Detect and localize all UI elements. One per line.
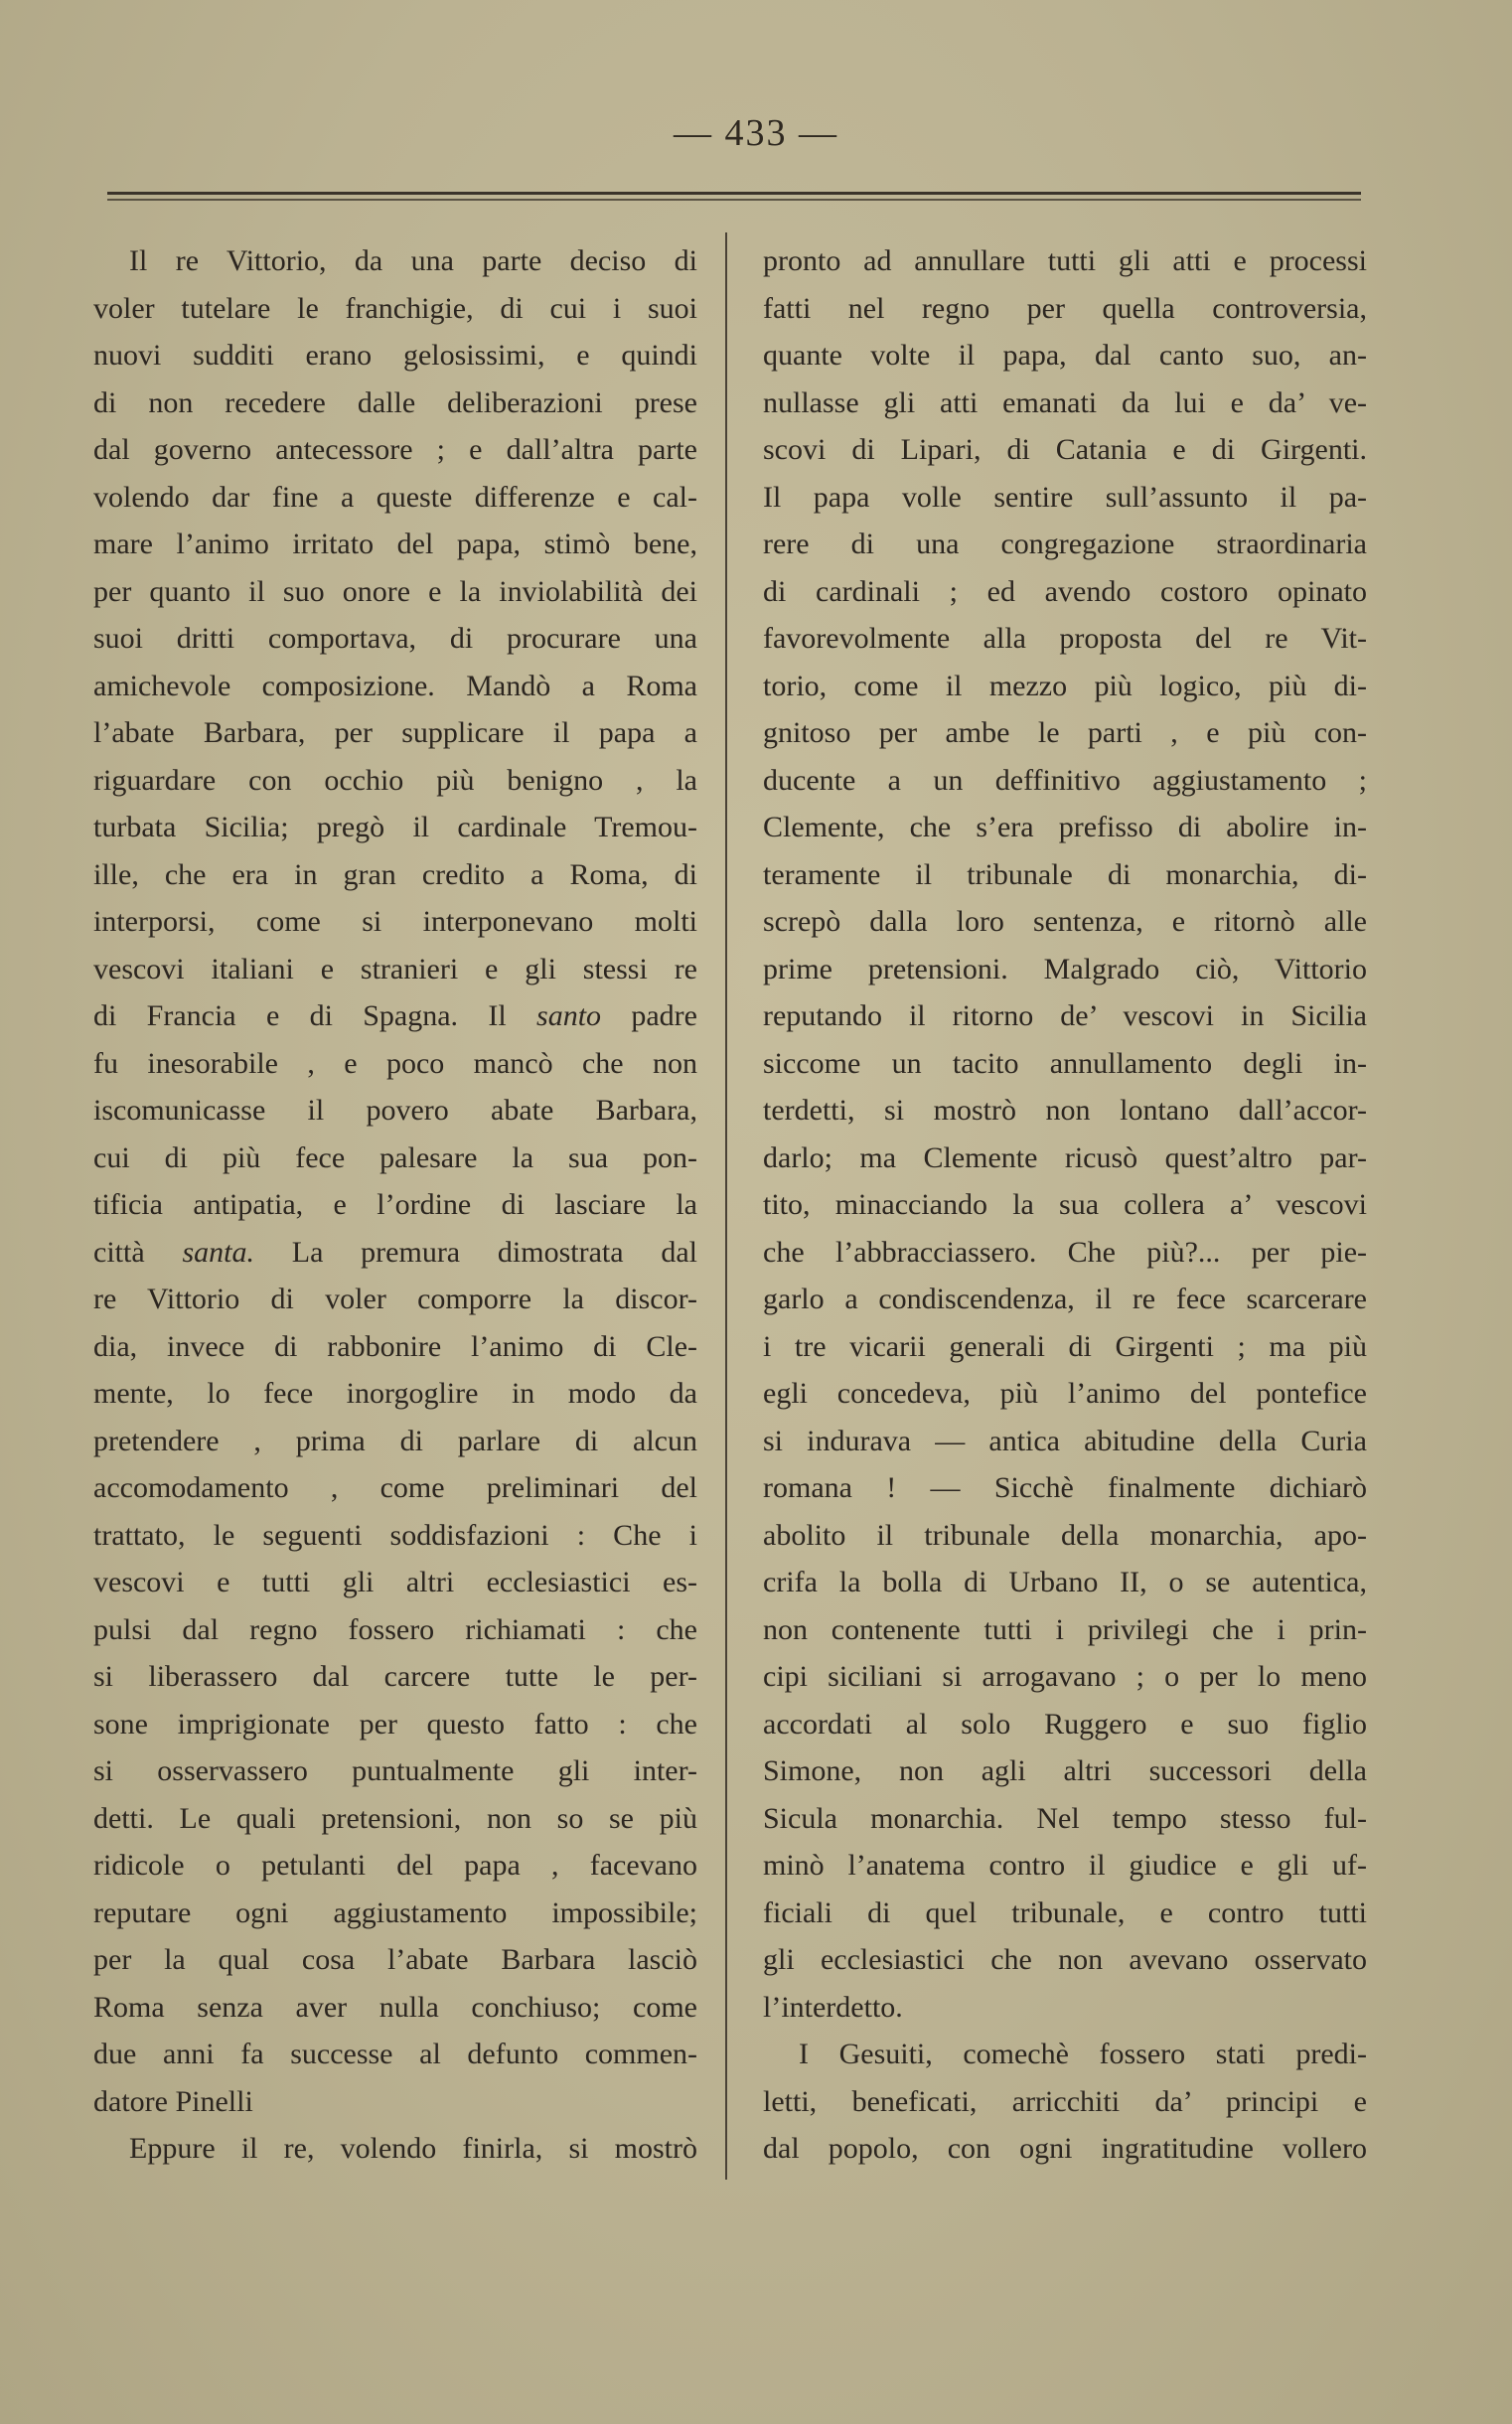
text-line: tificia antipatia, e l’ordine di lasciare la [93,1188,697,1221]
text-line: Il re Vittorio, da una parte deciso di [129,244,697,277]
text-line: dia, invece di rabbonire l’animo di Cle- [93,1329,697,1363]
text-line: nuovi sudditi erano gelosissimi, e quindi [93,339,697,372]
text-line: dal popolo, con ogni ingratitudine vollero [763,2132,1367,2165]
right-column [763,237,1367,2173]
text-line: egli concedeva, più l’animo del pontefice [763,1377,1367,1410]
text-line: per la qual cosa l’abate Barbara lasciò [93,1943,697,1976]
text-line: Simone, non agli altri successori della [763,1754,1367,1787]
column-divider [725,232,727,2180]
text-line: scovi di Lipari, di Catania e di Girgenti. [763,433,1367,466]
left-column [93,237,697,2173]
text-line: due anni fa successe al defunto commen- [93,2038,697,2070]
text-line: minò l’anatema contro il giudice e gli uf- [763,1849,1367,1882]
text-segment: padre [601,999,697,1032]
text-line: vescovi e tutti gli altri ecclesiastici es- [93,1566,697,1598]
text-line: amichevole composizione. Mandò a Roma [93,669,697,702]
text-line: favorevolmente alla proposta del re Vit- [763,622,1367,655]
text-line: cui di più fece palesare la sua pon- [93,1140,697,1174]
text-line: dal governo antecessore ; e dall’altra parte [93,433,697,466]
text-line: gli ecclesiastici che non avevano osservato [763,1943,1367,1976]
text-line: ille, che era in gran credito a Roma, di [93,857,697,891]
text-line [93,992,697,1040]
text-segment: di Francia e di Spagna. Il [93,999,537,1032]
text-line: reputando il ritorno de’ vescovi in Sicilia [763,999,1367,1032]
text-line: crifa la bolla di Urbano II, o se autentica, [763,1566,1367,1598]
text-line: re Vittorio di voler comporre la discor- [93,1283,697,1315]
text-line: terdetti, si mostrò non lontano dall’accor- [763,1094,1367,1127]
text-line: i tre vicarii generali di Girgenti ; ma più [763,1329,1367,1363]
text-line: sone imprigionate per questo fatto : che [93,1707,697,1741]
text-line: nullasse gli atti emanati da lui e da’ ve- [763,385,1367,419]
text-line: accordati al solo Ruggero e suo figlio [763,1707,1367,1741]
text-line: si indurava — antica abitudine della Curia [763,1424,1367,1457]
text-line: Eppure il re, volendo finirla, si mostrò [129,2132,697,2165]
text-line: teramente il tribunale di monarchia, di- [763,857,1367,891]
text-line: letti, beneficati, arricchiti da’ principi e [763,2084,1367,2118]
text-line: volendo dar fine a queste differenze e cal- [93,480,697,514]
text-line [93,1229,697,1277]
text-line: per quanto il suo onore e la inviolabilità dei [93,574,697,608]
text-line: screpò dalla loro sentenza, e ritornò alle [763,905,1367,938]
text-line: datore Pinelli [93,2084,253,2118]
text-line: l’abate Barbara, per supplicare il papa a [93,716,697,749]
italic-word: santo [536,999,602,1032]
text-line: romana ! — Sicchè finalmente dichiarò [763,1471,1367,1504]
text-line: si liberassero dal carcere tutte le per- [93,1660,697,1693]
text-line: ficiali di quel tribunale, e contro tutti [763,1895,1367,1929]
text-line: accomodamento , come preliminari del [93,1471,697,1504]
text-line: non contenente tutti i privilegi che i prin- [763,1612,1367,1646]
text-line: I Gesuiti, comechè fossero stati predi- [799,2038,1367,2070]
text-line: detti. Le quali pretensioni, non so se più [93,1801,697,1835]
text-line: Roma senza aver nulla conchiuso; come [93,1990,697,2024]
text-line: pronto ad annullare tutti gli atti e processi [763,244,1367,277]
text-line: Sicula monarchia. Nel tempo stesso ful- [763,1801,1367,1835]
text-line: turbata Sicilia; pregò il cardinale Tremou- [93,811,697,843]
text-line: rere di una congregazione straordinaria [763,528,1367,560]
text-line: vescovi italiani e stranieri e gli stessi re [93,952,697,985]
text-line: pretendere , prima di parlare di alcun [93,1424,697,1457]
text-line: voler tutelare le franchigie, di cui i suoi [93,291,697,325]
italic-word: santa. [182,1235,254,1269]
text-line: iscomunicasse il povero abate Barbara, [93,1094,697,1127]
text-line: siccome un tacito annullamento degli in- [763,1046,1367,1080]
header-rule-thin [107,199,1361,201]
text-line: cipi siciliani si arrogavano ; o per lo meno [763,1660,1367,1693]
text-line: tito, minacciando la sua collera a’ vescovi [763,1188,1367,1221]
text-line: prime pretensioni. Malgrado ciò, Vittorio [763,952,1367,985]
text-line: darlo; ma Clemente ricusò quest’altro par- [763,1140,1367,1174]
text-line: Il papa volle sentire sull’assunto il pa- [763,480,1367,514]
text-line: ducente a un deffinitivo aggiustamento ; [763,763,1367,797]
text-line: si osservassero puntualmente gli inter- [93,1754,697,1787]
text-line: suoi dritti comportava, di procurare una [93,622,697,655]
text-line: ridicole o petulanti del papa , facevano [93,1849,697,1882]
text-segment: città [93,1235,183,1269]
text-line: trattato, le seguenti soddisfazioni : Che i [93,1518,697,1552]
text-line: di non recedere dalle deliberazioni prese [93,385,697,419]
text-line: riguardare con occhio più benigno , la [93,763,697,797]
text-line: l’interdetto. [763,1990,903,2024]
page-number: — 433 — [674,112,838,154]
text-line: di cardinali ; ed avendo costoro opinato [763,574,1367,608]
text-line: mente, lo fece inorgoglire in modo da [93,1377,697,1410]
text-line: reputare ogni aggiustamento impossibile; [93,1895,697,1929]
text-line: interporsi, come si interponevano molti [93,905,697,938]
text-line: quante volte il papa, dal canto suo, an- [763,339,1367,372]
text-line: Clemente, che s’era prefisso di abolire in- [763,811,1367,843]
header-rule [107,192,1361,195]
text-line: pulsi dal regno fossero richiamati : che [93,1612,697,1646]
text-line: abolito il tribunale della monarchia, apo- [763,1518,1367,1552]
text-line: mare l’animo irritato del papa, stimò bene, [93,528,697,560]
text-line: gnitoso per ambe le parti , e più con- [763,716,1367,749]
text-line: che l’abbracciassero. Che più?... per pie- [763,1235,1367,1269]
text-segment: La premura dimostrata dal [253,1235,697,1269]
text-line: fatti nel regno per quella controversia, [763,291,1367,325]
text-line: garlo a condiscendenza, il re fece scarcerare [763,1283,1367,1315]
text-line: fu inesorabile , e poco mancò che non [93,1046,697,1080]
text-line: torio, come il mezzo più logico, più di- [763,669,1367,702]
